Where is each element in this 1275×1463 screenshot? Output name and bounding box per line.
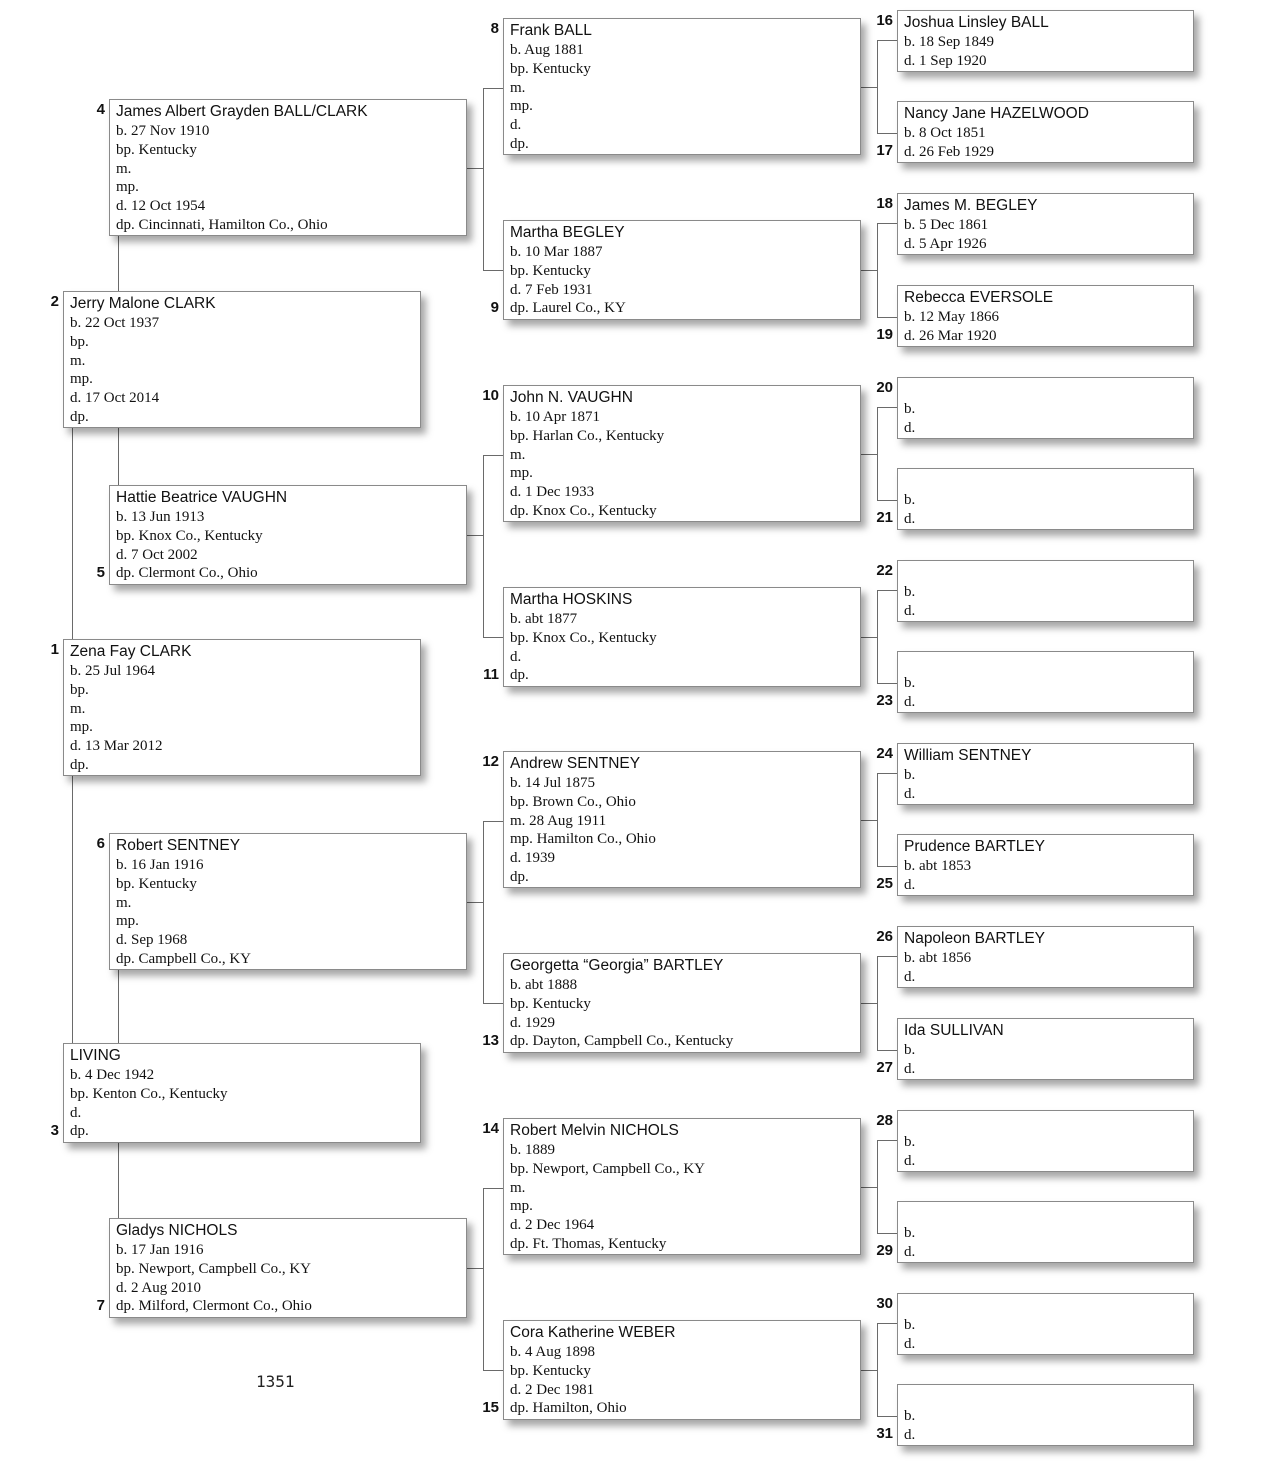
person-box-26[interactable] — [897, 926, 1194, 988]
person-detail: bp. Kentucky — [510, 995, 591, 1012]
ahnentafel-number: 24 — [876, 745, 893, 762]
connector-line — [118, 236, 119, 291]
person-detail: b. abt 1853 — [904, 858, 972, 874]
person-detail: b. — [904, 1408, 916, 1424]
person-detail: d. — [904, 1152, 916, 1169]
person-name — [904, 471, 1193, 491]
person-detail: b. 22 Oct 1937 — [70, 315, 160, 331]
connector-line — [877, 590, 878, 683]
person-box-19[interactable] — [897, 285, 1194, 347]
connector-line — [861, 454, 877, 455]
person-detail: d. — [70, 1104, 82, 1121]
person-detail: dp. Hamilton, Ohio — [510, 1400, 627, 1417]
person-detail: b. 10 Apr 1871 — [510, 409, 600, 425]
person-box-10[interactable] — [503, 385, 861, 522]
person-detail: m. — [116, 894, 132, 911]
connector-line — [483, 1188, 484, 1370]
person-detail: b. 13 Jun 1913 — [116, 509, 205, 525]
person-box-16[interactable] — [897, 10, 1194, 72]
person-name — [904, 1387, 1193, 1407]
person-detail: b. 16 Jan 1916 — [116, 857, 204, 873]
person-detail: d. 7 Feb 1931 — [510, 281, 593, 298]
person-detail: dp. — [70, 756, 89, 773]
person-detail: d. 1929 — [510, 1014, 555, 1031]
person-name: Ida SULLIVAN — [904, 1022, 1004, 1039]
ahnentafel-number: 6 — [96, 835, 105, 852]
person-detail: b. abt 1877 — [510, 611, 578, 627]
person-name: Martha HOSKINS — [510, 591, 633, 608]
ahnentafel-number: 21 — [876, 509, 893, 526]
person-detail: dp. Dayton, Campbell Co., Kentucky — [510, 1033, 734, 1050]
connector-line — [483, 821, 484, 1003]
person-detail: b. — [904, 1225, 916, 1241]
connector-line — [483, 455, 503, 456]
person-detail: bp. — [70, 333, 89, 350]
person-detail: b. 14 Jul 1875 — [510, 775, 596, 791]
connector-line — [877, 683, 897, 684]
person-name: William SENTNEY — [904, 747, 1032, 764]
person-detail: b. — [904, 492, 916, 508]
ahnentafel-number: 25 — [876, 875, 893, 892]
person-detail: d. Sep 1968 — [116, 932, 188, 949]
person-detail: b. 10 Mar 1887 — [510, 244, 603, 260]
person-box-27[interactable] — [897, 1018, 1194, 1080]
person-detail: dp. Laurel Co., KY — [510, 300, 626, 317]
connector-line — [877, 773, 897, 774]
ahnentafel-number: 13 — [482, 1032, 499, 1049]
person-box-25[interactable] — [897, 834, 1194, 896]
person-box-29[interactable] — [897, 1201, 1194, 1263]
person-detail: mp. — [70, 371, 93, 388]
connector-line — [861, 637, 877, 638]
person-detail: dp. Ft. Thomas, Kentucky — [510, 1235, 667, 1252]
person-detail: d. 12 Oct 1954 — [116, 198, 206, 215]
person-detail: dp. — [510, 135, 529, 152]
person-detail: bp. Knox Co., Kentucky — [510, 629, 657, 646]
person-box-22[interactable] — [897, 560, 1194, 622]
person-detail: d. — [904, 1243, 916, 1260]
person-name: Nancy Jane HAZELWOOD — [904, 105, 1089, 122]
person-detail: d. 26 Mar 1920 — [904, 327, 997, 344]
person-detail: m. — [510, 1179, 526, 1196]
person-detail: b. Aug 1881 — [510, 42, 584, 58]
person-box-28[interactable] — [897, 1110, 1194, 1172]
connector-line — [877, 590, 897, 591]
person-detail: m. — [510, 79, 526, 96]
person-detail: bp. — [70, 681, 89, 698]
person-detail: d. — [904, 1426, 916, 1443]
connector-line — [861, 1370, 877, 1371]
connector-line — [877, 1323, 897, 1324]
person-detail: d. — [510, 648, 522, 665]
person-detail: dp. — [70, 408, 89, 425]
ahnentafel-number: 15 — [482, 1399, 499, 1416]
person-detail: d. 2 Dec 1964 — [510, 1217, 595, 1234]
person-detail: bp. Brown Co., Ohio — [510, 793, 636, 810]
person-detail: m. — [510, 446, 526, 463]
connector-line — [877, 866, 897, 867]
person-name — [904, 1113, 1193, 1133]
person-detail: d. 17 Oct 2014 — [70, 390, 160, 407]
person-detail: b. — [904, 1042, 916, 1058]
person-detail: b. 5 Dec 1861 — [904, 217, 989, 233]
person-box-24[interactable] — [897, 743, 1194, 805]
ahnentafel-number: 22 — [876, 562, 893, 579]
person-name: Robert SENTNEY — [116, 837, 241, 854]
ahnentafel-number: 28 — [876, 1112, 893, 1129]
person-name: Joshua Linsley BALL — [904, 14, 1049, 31]
person-name: Frank BALL — [510, 22, 592, 39]
person-detail: d. — [904, 876, 916, 893]
person-detail: b. 12 May 1866 — [904, 309, 999, 325]
person-box-30[interactable] — [897, 1293, 1194, 1355]
ahnentafel-number: 2 — [50, 293, 59, 310]
person-box-2[interactable] — [63, 291, 421, 428]
person-box-3[interactable] — [63, 1043, 421, 1143]
connector-line — [861, 1187, 877, 1188]
person-detail: mp. — [116, 179, 139, 196]
connector-line — [483, 1188, 503, 1189]
person-detail: dp. — [510, 868, 529, 885]
connector-line — [877, 407, 897, 408]
person-detail: d. — [904, 785, 916, 802]
person-name: Hattie Beatrice VAUGHN — [116, 489, 288, 506]
person-detail: b. 4 Dec 1942 — [70, 1067, 155, 1083]
person-detail: d. 5 Apr 1926 — [904, 235, 987, 252]
connector-line — [467, 902, 483, 903]
person-detail: b. 18 Sep 1849 — [904, 34, 994, 50]
person-detail: m. 28 Aug 1911 — [510, 812, 607, 829]
person-detail: d. — [904, 1335, 916, 1352]
person-detail: bp. Kentucky — [510, 1362, 591, 1379]
person-name: James Albert Grayden BALL/CLARK — [116, 103, 368, 120]
connector-line — [861, 87, 877, 88]
ahnentafel-number: 16 — [876, 12, 893, 29]
person-detail: b. 27 Nov 1910 — [116, 123, 210, 139]
person-box-1[interactable] — [63, 639, 421, 776]
person-detail: b. — [904, 401, 916, 417]
person-box-20[interactable] — [897, 377, 1194, 439]
connector-line — [861, 820, 877, 821]
ahnentafel-number: 14 — [482, 1120, 499, 1137]
ahnentafel-number: 29 — [876, 1242, 893, 1259]
connector-line — [483, 88, 484, 270]
person-detail: dp. — [510, 667, 529, 684]
ahnentafel-number: 18 — [876, 195, 893, 212]
person-box-4[interactable] — [109, 99, 467, 236]
person-detail: bp. Newport, Campbell Co., KY — [510, 1160, 705, 1177]
connector-line — [877, 407, 878, 500]
person-name: Cora Katherine WEBER — [510, 1324, 676, 1341]
connector-line — [877, 1140, 897, 1141]
person-box-13[interactable] — [503, 953, 861, 1053]
ahnentafel-number: 8 — [490, 20, 499, 37]
ahnentafel-number: 10 — [482, 387, 499, 404]
person-detail: b. 4 Aug 1898 — [510, 1344, 596, 1360]
connector-line — [877, 1050, 897, 1051]
person-detail: d. — [904, 1060, 916, 1077]
person-name: Robert Melvin NICHOLS — [510, 1122, 679, 1139]
connector-line — [877, 40, 878, 133]
person-box-15[interactable] — [503, 1320, 861, 1420]
connector-line — [467, 535, 483, 536]
ahnentafel-number: 27 — [876, 1059, 893, 1076]
person-detail: bp. Newport, Campbell Co., KY — [116, 1260, 311, 1277]
connector-line — [483, 1003, 503, 1004]
connector-line — [483, 88, 503, 89]
ahnentafel-number: 11 — [483, 666, 499, 683]
connector-line — [877, 1140, 878, 1233]
connector-line — [877, 40, 897, 41]
connector-line — [877, 500, 897, 501]
connector-line — [483, 637, 503, 638]
person-box-11[interactable] — [503, 587, 861, 687]
person-name: John N. VAUGHN — [510, 389, 633, 406]
ahnentafel-number: 3 — [50, 1122, 59, 1139]
connector-line — [483, 270, 503, 271]
ahnentafel-number: 26 — [876, 928, 893, 945]
person-name: LIVING — [70, 1047, 121, 1064]
connector-line — [467, 168, 483, 169]
person-detail: bp. Kentucky — [510, 60, 591, 77]
connector-line — [877, 1416, 897, 1417]
person-detail: d. — [904, 510, 916, 527]
person-detail: b. — [904, 1317, 916, 1333]
person-name: Martha BEGLEY — [510, 224, 625, 241]
person-detail: d. — [904, 693, 916, 710]
connector-line — [861, 270, 877, 271]
person-box-21[interactable] — [897, 468, 1194, 530]
person-detail: d. 2 Aug 2010 — [116, 1279, 202, 1296]
person-name — [904, 1296, 1193, 1316]
connector-line — [877, 773, 878, 866]
person-box-23[interactable] — [897, 651, 1194, 713]
connector-line — [118, 970, 119, 1043]
person-detail: b. 1889 — [510, 1142, 555, 1158]
person-detail: bp. Kentucky — [116, 875, 197, 892]
ahnentafel-number: 23 — [876, 692, 893, 709]
person-detail: d. 1939 — [510, 850, 555, 867]
person-name: Georgetta “Georgia” BARTLEY — [510, 957, 724, 974]
person-name: Zena Fay CLARK — [70, 643, 192, 660]
ahnentafel-number: 19 — [876, 326, 893, 343]
person-detail: b. 25 Jul 1964 — [70, 663, 156, 679]
page-number: 1351 — [256, 1372, 295, 1391]
connector-line — [118, 428, 119, 485]
person-detail: d. 1 Sep 1920 — [904, 52, 987, 69]
ahnentafel-number: 20 — [876, 379, 893, 396]
person-name: Jerry Malone CLARK — [70, 295, 216, 312]
person-name: Napoleon BARTLEY — [904, 930, 1046, 947]
person-box-8[interactable] — [503, 18, 861, 155]
ahnentafel-number: 7 — [96, 1297, 105, 1314]
person-box-17[interactable] — [897, 101, 1194, 163]
person-detail: d. 7 Oct 2002 — [116, 546, 198, 563]
person-detail: d. 2 Dec 1981 — [510, 1381, 595, 1398]
person-detail: dp. Campbell Co., KY — [116, 950, 251, 967]
ahnentafel-number: 9 — [490, 299, 499, 316]
person-name — [904, 380, 1193, 400]
connector-line — [72, 428, 73, 639]
person-detail: b. 17 Jan 1916 — [116, 1242, 204, 1258]
connector-line — [877, 1233, 897, 1234]
person-detail: b. — [904, 767, 916, 783]
person-box-5[interactable] — [109, 485, 467, 585]
person-detail: d. — [904, 602, 916, 619]
person-name: James M. BEGLEY — [904, 197, 1038, 214]
person-detail: b. — [904, 675, 916, 691]
connector-line — [483, 821, 503, 822]
person-detail: b. — [904, 1134, 916, 1150]
person-detail: bp. Harlan Co., Kentucky — [510, 427, 665, 444]
person-detail: d. 26 Feb 1929 — [904, 143, 994, 160]
connector-line — [483, 1370, 503, 1371]
person-detail: dp. Knox Co., Kentucky — [510, 502, 657, 519]
person-detail: d. — [904, 968, 916, 985]
person-name — [904, 654, 1193, 674]
person-detail: dp. Clermont Co., Ohio — [116, 565, 258, 582]
person-detail: m. — [70, 700, 86, 717]
person-detail: dp. Milford, Clermont Co., Ohio — [116, 1298, 312, 1315]
connector-line — [877, 223, 897, 224]
person-detail: d. — [904, 419, 916, 436]
person-detail: bp. Kenton Co., Kentucky — [70, 1085, 228, 1102]
person-name — [904, 1204, 1193, 1224]
connector-line — [483, 455, 484, 637]
connector-line — [118, 1143, 119, 1218]
ahnentafel-number: 31 — [876, 1425, 893, 1442]
person-box-12[interactable] — [503, 751, 861, 888]
connector-line — [72, 776, 73, 1043]
person-detail: dp. — [70, 1123, 89, 1140]
person-detail: d. 1 Dec 1933 — [510, 484, 595, 501]
person-detail: mp. — [510, 1198, 533, 1215]
person-detail: b. 8 Oct 1851 — [904, 125, 986, 141]
connector-line — [877, 133, 897, 134]
ahnentafel-number: 30 — [876, 1295, 893, 1312]
person-detail: mp. — [510, 465, 533, 482]
ahnentafel-number: 12 — [482, 753, 499, 770]
person-box-14[interactable] — [503, 1118, 861, 1255]
person-detail: mp. — [116, 913, 139, 930]
connector-line — [861, 1003, 877, 1004]
person-detail: mp. Hamilton Co., Ohio — [510, 831, 656, 848]
person-detail: d. 13 Mar 2012 — [70, 738, 163, 755]
person-detail: b. abt 1888 — [510, 977, 578, 993]
person-detail: bp. Kentucky — [510, 262, 591, 279]
person-detail: mp. — [510, 98, 533, 115]
connector-line — [467, 1268, 483, 1269]
person-detail: bp. Knox Co., Kentucky — [116, 527, 263, 544]
connector-line — [877, 1323, 878, 1416]
ahnentafel-number: 4 — [96, 101, 105, 118]
ahnentafel-number: 17 — [876, 142, 893, 159]
person-detail: dp. Cincinnati, Hamilton Co., Ohio — [116, 216, 328, 233]
person-detail: mp. — [70, 719, 93, 736]
person-detail: d. — [510, 117, 522, 134]
person-detail: m. — [116, 160, 132, 177]
connector-line — [877, 317, 897, 318]
person-box-9[interactable] — [503, 220, 861, 320]
person-name: Rebecca EVERSOLE — [904, 289, 1054, 306]
person-detail: b. — [904, 584, 916, 600]
person-box-31[interactable] — [897, 1384, 1194, 1446]
person-name: Andrew SENTNEY — [510, 755, 641, 772]
person-detail: m. — [70, 352, 86, 369]
person-name — [904, 563, 1193, 583]
person-detail: bp. Kentucky — [116, 141, 197, 158]
person-box-18[interactable] — [897, 193, 1194, 255]
connector-line — [877, 956, 878, 1050]
connector-line — [877, 223, 878, 317]
person-name: Gladys NICHOLS — [116, 1222, 238, 1239]
connector-line — [877, 956, 897, 957]
person-name: Prudence BARTLEY — [904, 838, 1046, 855]
person-detail: b. abt 1856 — [904, 950, 972, 966]
ahnentafel-number: 5 — [96, 564, 105, 581]
person-box-6[interactable] — [109, 833, 467, 970]
ahnentafel-number: 1 — [50, 641, 59, 658]
person-box-7[interactable] — [109, 1218, 467, 1318]
